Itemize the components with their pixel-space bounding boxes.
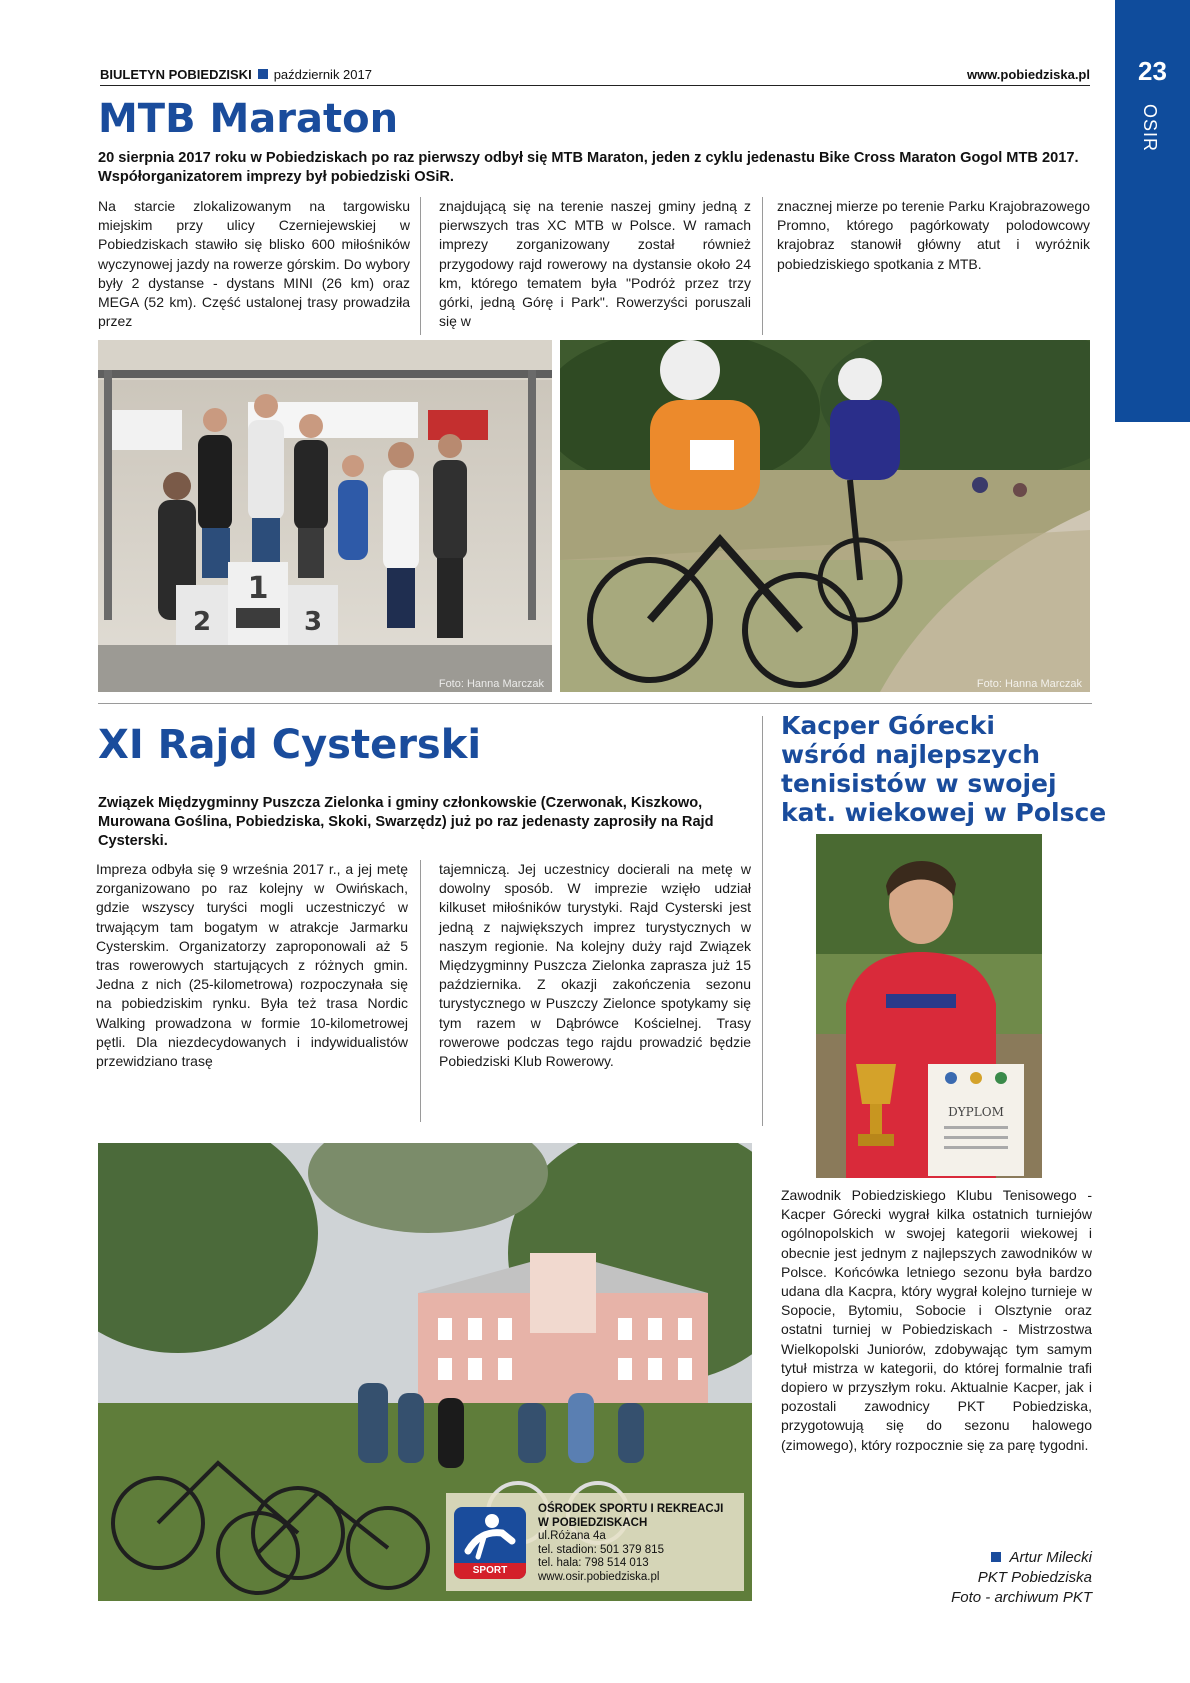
section-divider	[98, 703, 1092, 704]
section-label: OSIR	[1140, 104, 1160, 153]
kacper-photo	[816, 834, 1042, 1178]
signature-photo-note: Foto - archiwum PKT	[951, 1589, 1092, 1606]
mtb-column-1: Na starcie zlokalizowanym na targowisku miejskim przy ulicy Czerniejewskiej w Pobiedziskach stawiło się blisko 600 miłośników wyczynowej jazdy na rowerze górskim. Do wybory były 2 dystanse - dystans MINI (26 km) oraz MEGA (52 km). Część ustalonej trasy prowadziła przez	[98, 198, 410, 330]
podium-first-label: 1	[247, 571, 269, 606]
page-header	[100, 66, 1090, 86]
osir-tel-hala: tel. hala: 798 514 013	[538, 1557, 649, 1569]
mtb-lead: 20 sierpnia 2017 roku w Pobiedziskach po raz pierwszy odbył się MTB Maraton, jeden z cyklu jedenastu Bike Cross Maraton Gogol MTB 2017. Współorganizatorem imprezy był pobiedziski OSiR.	[98, 150, 1079, 185]
osir-name-line-2: W POBIEDZISKACH	[538, 1516, 648, 1529]
mtb-title: MTB Maraton	[98, 96, 399, 142]
diploma-label: DYPLOM	[948, 1105, 1004, 1119]
osir-logo	[454, 1507, 526, 1579]
column-divider	[420, 197, 421, 335]
rajd-column-2: tajemniczą. Jej uczestnicy docierali na metę w dowolny sposób. W imprezie wzięło udział kilkuset miłośników turystyki. Rajd Cysterski jest jedną z największych imprez turystycznych w naszym regionie. Na kolejny duży rajd Związek Międzygminny Puszcza Zielonka zaprasza już 15 października. Z okazji zakończenia sezonu turystycznego w Puszczy Zielonce spotykamy się tym razem w Dąbrówce Kościelnej. Trasy rowerowe podczas tego rajdu prowadzić będzie Pobiedziski Klub Rowerowy.	[439, 861, 751, 1070]
photo-credit: Foto: Hanna Marczak	[976, 678, 1082, 690]
photo-credit: Foto: Hanna Marczak	[438, 678, 544, 690]
osir-contact-box	[446, 1493, 744, 1591]
rajd-lead: Związek Międzygminny Puszcza Zielonka i gminy członkowskie (Czerwonak, Kiszkowo, Murowana Goślina, Pobiedziska, Skoki, Swarzędz) już po raz jedenasty zaprosiły na Rajd Cysterski.	[98, 795, 714, 849]
podium-third-label: 3	[303, 607, 323, 637]
kacper-photo-art	[816, 834, 1042, 1178]
kacper-title-line: wśród najlepszych	[781, 740, 1041, 769]
signature-author: Artur Milecki	[1009, 1549, 1092, 1566]
podium-photo	[98, 340, 552, 692]
issue-date: październik 2017	[273, 67, 372, 82]
section-tab	[1115, 0, 1190, 422]
signature-org: PKT Pobiedziska	[977, 1569, 1092, 1586]
osir-tel-stadion: tel. stadion: 501 379 815	[538, 1543, 664, 1556]
rajd-title: XI Rajd Cysterski	[98, 722, 482, 768]
article-signature	[951, 1548, 1092, 1608]
kacper-title	[781, 711, 1106, 827]
header-square-icon	[258, 69, 268, 79]
osir-name-line-1: OŚRODEK SPORTU I REKREACJI	[538, 1503, 724, 1515]
osir-address: ul.Różana 4a	[538, 1530, 606, 1542]
kacper-title-line: Kacper Górecki	[781, 711, 995, 740]
signature-square-icon	[991, 1552, 1001, 1562]
column-divider	[762, 716, 763, 1126]
cyclists-photo	[560, 340, 1090, 692]
osir-website[interactable]: www.osir.pobiedziska.pl	[538, 1570, 660, 1583]
header-left	[100, 67, 372, 82]
rajd-column-1: Impreza odbyła się 9 września 2017 r., a jej metę zorganizowano po raz kolejny w Owińskach, gdzie wszyscy turyści mogli uczestniczyć w trwającym tam bogatym w atrakcje Jarmarku Cysterskim. Organizatorzy zaproponowali aż 5 tras rowerowych startujących z różnych gmin. Jedna z nich (25-kilometrowa) rozpoczynała się na pobiedziskim rynku. Była też trasa Nordic Walking prowadzona w formie 10-kilometrowej pętli. Dla niezdecydowanych i indywidualistów przewidziano trasę	[96, 861, 408, 1070]
osir-contact-text	[538, 1503, 723, 1584]
podium-second-label: 2	[192, 607, 212, 637]
mtb-column-3: znacznej mierze po terenie Parku Krajobrazowego Promno, którego pagórkowaty polodowcowy krajobraz stanowił główny atut i wyróżnik pobiedziskiego spotkania z MTB.	[777, 198, 1090, 272]
cyclists-photo-art	[560, 340, 1090, 692]
kacper-title-line: kat. wiekowej w Polsce	[781, 798, 1107, 827]
mtb-column-2: znajdującą się na terenie naszej gminy jedną z pierwszych tras XC MTB w Polsce. W ramach imprezy zorganizowany został również przygodowy rajd rowerowy na dystansie około 24 km, którego tematem była "Podróż przez trzy górki, jedną Górę i Park". Rowerzyści poruszali się w	[439, 198, 751, 330]
header-website[interactable]: www.pobiedziska.pl	[966, 67, 1090, 82]
runner-icon	[454, 1507, 526, 1563]
column-divider	[762, 197, 763, 335]
publication-name: BIULETYN POBIEDZISKI	[100, 67, 252, 82]
osir-logo-label: SPORT	[454, 1563, 526, 1579]
kacper-body: Zawodnik Pobiedziskiego Klubu Tenisowego - Kacper Górecki wygrał kilka ostatnich turniejów ogólnopolskich w swojej kategorii wiekowej i obecnie jest jednym z najlepszych zawodników w Polsce. Końcówka letniego sezonu była bardzo udana dla Kacpra, który wygrał kolejno turnieje w Sopocie, Bytomiu, Sobocie i Olsztynie oraz ostatni turniej w Pobiedziskach - Mistrzostwa Wielkopolski Juniorów, zdobywając tym samym tytuł mistrza w kategorii, do której formalnie trafi dopiero w przyszłym roku. Aktualnie Kacper, jak i pozostali zawodnicy PKT Pobiedziska, przygotowują się do sezonu halowego (zimowego), który rozpocznie się za parę tygodni.	[781, 1187, 1092, 1453]
page-number: 23	[1138, 56, 1167, 86]
column-divider	[420, 860, 421, 1122]
podium-photo-art	[98, 340, 552, 692]
kacper-title-line: tenisistów w swojej	[781, 769, 1057, 798]
